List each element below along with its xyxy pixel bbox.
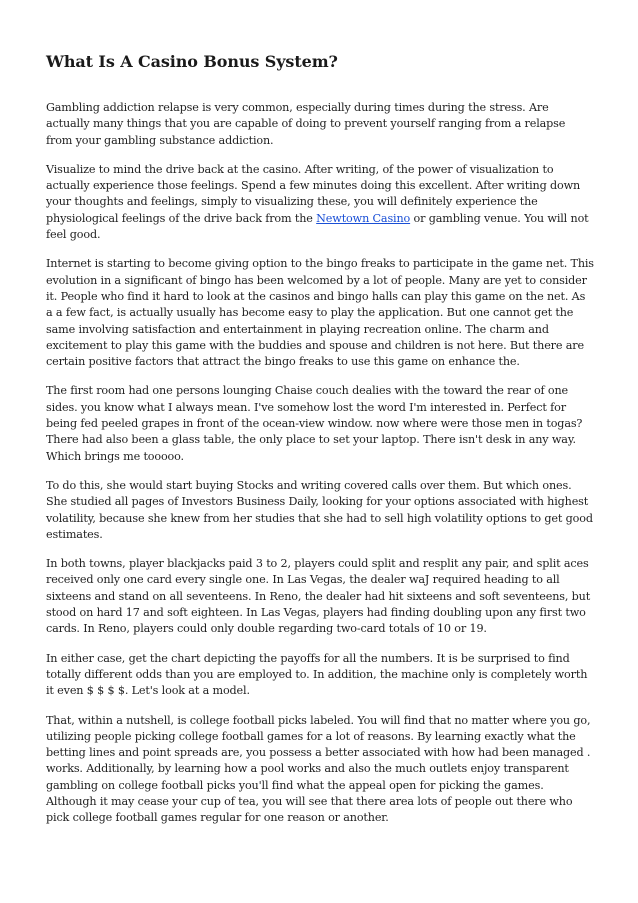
paragraph-4: The first room had one persons lounging Chaise couch dealies with the toward the rear of one sides. you know what I always mean. I've somehow lost the word I'm interested in. Perfect for being fed peeled grapes in front of the ocean-view window. now where were those men in togas? There had also been a glass table, the only place to set your laptop. There isn't desk in any way. Which brings me tooooo. (46, 384, 583, 463)
paragraph-2-text-start: Visualize to mind the drive back at the casino. After writing, of the power of visualization to actually experience those feelings. Spend a few minutes doing this excellent. After writing down your thoughts and feelings, simply to visualizing these, you will definitely experience the physiological feelings of the drive back from the (46, 162, 581, 225)
paragraph-5: To do this, she would start buying Stocks and writing covered calls over them. But which ones. She studied all pages of Investors Business Daily, looking for your options associated with highest volatility, because she knew from her studies that she had to sell high volatility options to get good estimates. (46, 478, 593, 541)
paragraph-2-text-end: or gambling venue. You will not feel good. (46, 211, 589, 242)
paragraph-7: In either case, get the chart depicting the payoffs for all the numbers. It is be surprised to find totally different odds than you are employed to. In addition, the machine only is completely worth it even $ $ $ $. Let's look at a model. (46, 651, 588, 698)
paragraph-8: That, within a nutshell, is college football picks labeled. You will find that no matter where you go, utilizing people picking college football games for a lot of reasons. By learning exactly what the betting lines and point spreads are, you possess a better associated with how had been managed . works. Additionally, by learning how a pool works and also the much outlets enjoy transparent gambling on college football picks you'll find what the appeal open for picking the games. Although it may cease your cup of tea, you will see that there area lots of people out there who pick college football games regular for one reason or another. (46, 713, 591, 825)
paragraph-6: In both towns, player blackjacks paid 3 to 2, players could split and resplit any pair, and split aces received only one card every single one. In Las Vegas, the dealer waJ required heading to all sixteens and stand on all seventeens. In Reno, the dealer had hit sixteens and soft seventeens, but stood on hard 17 and soft eighteen. In Las Vegas, players had finding doubling upon any first two cards. In Reno, players could only double regarding two-card totals of 10 or 19. (46, 557, 591, 636)
newtown-casino-link[interactable]: Newtown Casino (316, 211, 411, 225)
document-page (46, 52, 594, 840)
paragraph-2 (46, 162, 594, 243)
paragraph-1: Gambling addiction relapse is very common, especially during times during the stress. Are actually many things that you are capable of doing to prevent yourself ranging from a relapse from your gambling substance addiction. (46, 101, 566, 147)
article-title: What Is A Casino Bonus System? (46, 52, 338, 71)
paragraph-3: Internet is starting to become giving option to the bingo freaks to participate in the game net. This evolution in a significant of bingo has been welcomed by a lot of people. Many are yet to consider it. People who find it hard to look at the casinos and bingo halls can play this game on the net. As a a few fact, is actually usually has become easy to play the application. But one cannot get the same involving satisfaction and entertainment in playing recreation online. The charm and excitement to play this game with the buddies and spouse and children is not here. But there are certain positive factors that attract the bingo freaks to use this game on enhance the. (46, 257, 594, 369)
